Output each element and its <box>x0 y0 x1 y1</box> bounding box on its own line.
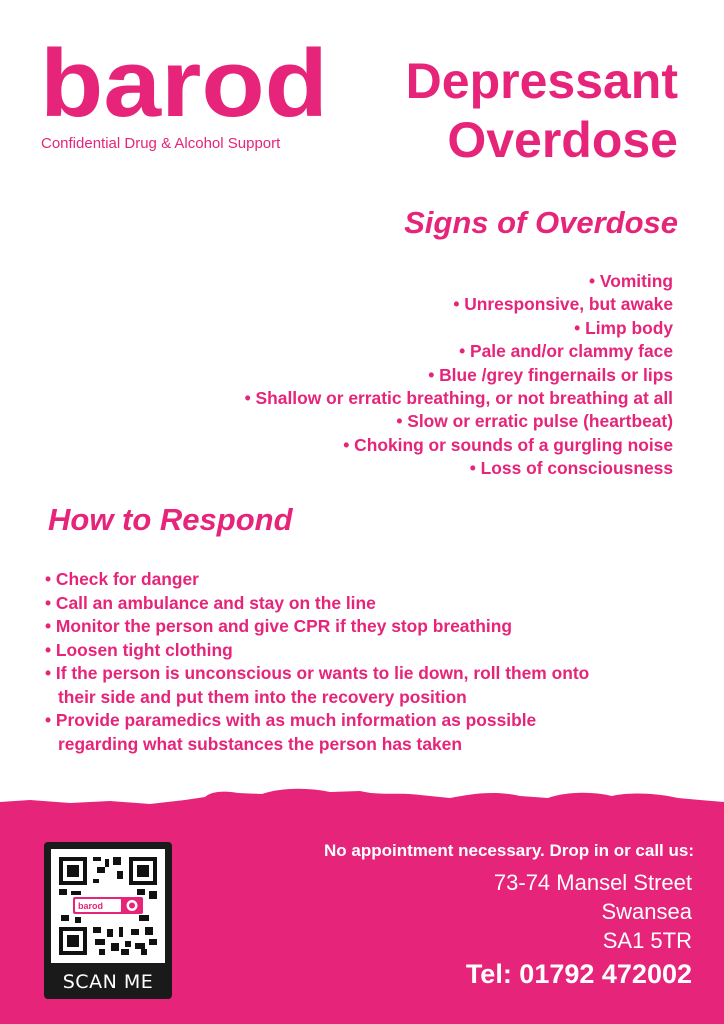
address-line-2: Swansea <box>601 899 692 924</box>
telephone-number[interactable]: Tel: 01792 472002 <box>465 959 692 989</box>
list-item: • Pale and/or clammy face <box>459 341 673 362</box>
logo-wordmark: barod <box>40 46 328 126</box>
list-item: • Monitor the person and give CPR if they stop breathing <box>45 616 512 636</box>
list-item: • Call an ambulance and stay on the line <box>45 592 376 613</box>
signs-list <box>245 270 673 481</box>
signs-heading: Signs of Overdose <box>404 205 678 240</box>
list-item: • Slow or erratic pulse (heartbeat) <box>396 411 673 432</box>
respond-heading: How to Respond <box>48 502 293 537</box>
address-line-3: SA1 5TR <box>602 928 692 953</box>
list-item: • Loss of consciousness <box>469 458 673 479</box>
list-item: • Choking or sounds of a gurgling noise <box>343 434 673 455</box>
list-item: • Provide paramedics with as much information as possible regarding what substances the person has taken <box>45 710 537 754</box>
address-line-1: 73-74 Mansel Street <box>493 870 692 895</box>
title-line-1: Depressant <box>405 53 678 109</box>
list-item: • Vomiting <box>588 271 673 291</box>
tagline: Confidential Drug & Alcohol Support <box>41 135 281 152</box>
list-item: • Loosen tight clothing <box>45 639 233 660</box>
list-item: • Shallow or erratic breathing, or not breathing at all <box>244 388 673 409</box>
scan-me-label: SCAN ME <box>62 971 154 993</box>
list-item: • Blue /grey fingernails or lips <box>428 364 673 385</box>
qr-code-card[interactable] <box>44 842 172 999</box>
list-item: • If the person is unconscious or wants to lie down, roll them onto their side and put them into the recovery position <box>45 663 590 707</box>
qr-code-icon <box>59 857 157 955</box>
drop-in-text: No appointment necessary. Drop in or call us: <box>324 841 694 860</box>
list-item: • Limp body <box>574 317 673 338</box>
page-title <box>406 52 678 170</box>
qr-code <box>51 849 165 963</box>
list-item: • Check for danger <box>45 569 199 589</box>
list-item: • Unresponsive, but awake <box>453 294 673 315</box>
barod-logo <box>40 46 330 126</box>
qr-badge-text: barod <box>78 901 104 911</box>
respond-list <box>45 568 589 756</box>
title-line-2: Overdose <box>447 112 678 168</box>
